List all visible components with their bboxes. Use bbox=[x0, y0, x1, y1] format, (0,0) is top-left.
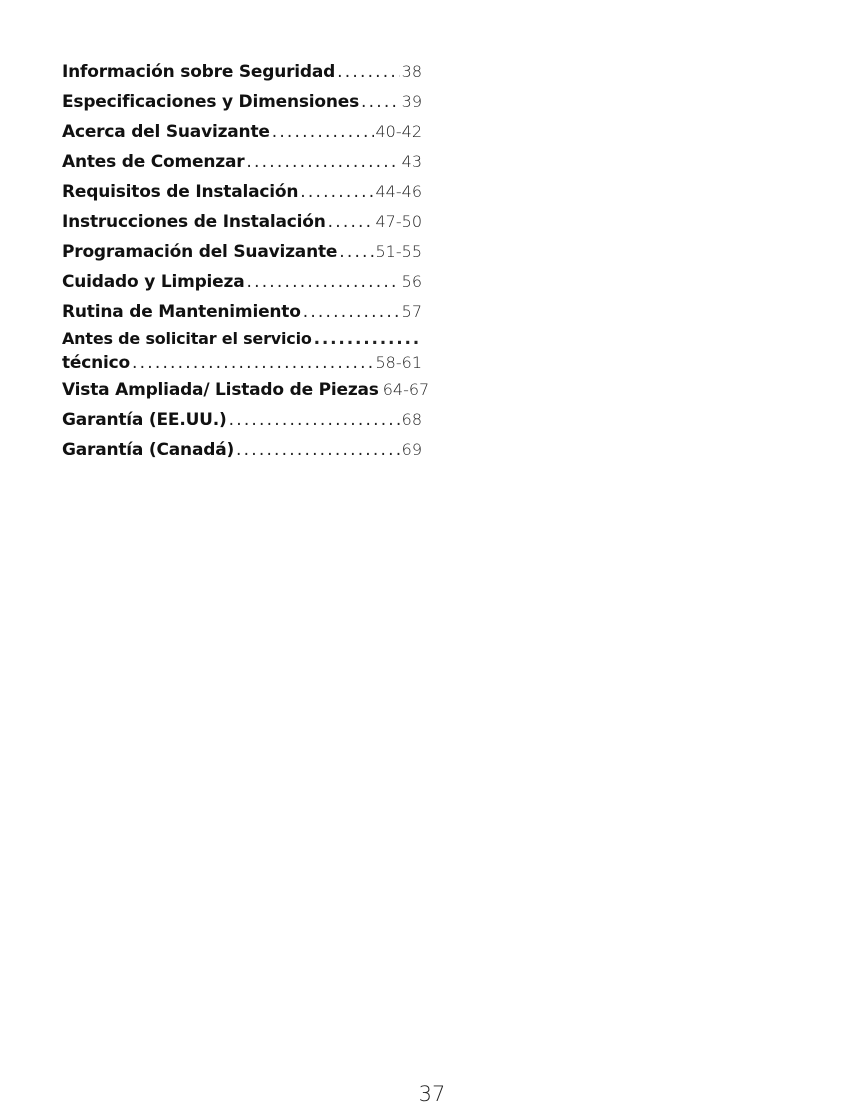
toc-entry-title: Antes de solicitar el servicio bbox=[62, 329, 312, 348]
toc-entry[interactable] bbox=[62, 87, 422, 117]
toc-entry-page: 39 bbox=[401, 92, 422, 111]
toc-entry-page: 64-67 bbox=[382, 380, 430, 399]
toc-entry-page: 40-42 bbox=[375, 122, 422, 141]
toc-entry[interactable] bbox=[62, 405, 422, 435]
dot-leader bbox=[328, 207, 374, 237]
toc-entry-page: 51-55 bbox=[375, 242, 422, 261]
toc-entry-title: técnico bbox=[62, 353, 131, 373]
dot-leader bbox=[246, 147, 399, 177]
dot-leader bbox=[339, 237, 373, 267]
dot-leader bbox=[361, 87, 400, 117]
toc-entry-title: Instrucciones de Instalación bbox=[62, 212, 326, 232]
dot-leader bbox=[229, 405, 400, 435]
toc-entry-title: Requisitos de Instalación bbox=[62, 182, 299, 202]
toc-entry-page: 47-50 bbox=[375, 212, 422, 231]
toc-entry-title: Información sobre Seguridad bbox=[62, 62, 336, 82]
toc-entry-title: Rutina de Mantenimiento bbox=[62, 302, 301, 322]
toc-entry-page: 69 bbox=[401, 440, 422, 459]
toc-entry-page: 57 bbox=[401, 302, 422, 321]
toc-entry[interactable] bbox=[62, 177, 422, 207]
toc-entry[interactable] bbox=[62, 207, 422, 237]
page-number: 37 bbox=[418, 1082, 446, 1106]
dot-leader bbox=[314, 327, 420, 351]
toc-entry[interactable] bbox=[62, 57, 422, 87]
toc-entry-title: Especificaciones y Dimensiones bbox=[62, 92, 360, 112]
dot-leader bbox=[246, 267, 399, 297]
toc-entry-line bbox=[62, 351, 422, 375]
toc-entry[interactable] bbox=[62, 147, 422, 177]
toc-entry-page: 44-46 bbox=[375, 182, 422, 201]
toc-entry-title: Cuidado y Limpieza bbox=[62, 272, 245, 292]
toc-entry[interactable] bbox=[62, 435, 422, 465]
toc-entry[interactable] bbox=[62, 267, 422, 297]
toc-entry[interactable] bbox=[62, 327, 422, 375]
toc-entry-line bbox=[62, 327, 422, 351]
table-of-contents bbox=[62, 57, 430, 465]
toc-entry[interactable] bbox=[62, 117, 422, 147]
toc-entry-page: 38 bbox=[401, 62, 422, 81]
dot-leader bbox=[236, 435, 400, 465]
toc-entry-title: Garantía (Canadá) bbox=[62, 440, 235, 460]
dot-leader bbox=[132, 351, 373, 375]
toc-entry-page: 58-61 bbox=[375, 353, 422, 372]
toc-entry-title: Programación del Suavizante bbox=[62, 242, 338, 262]
toc-entry[interactable] bbox=[62, 237, 422, 267]
toc-entry-title: Vista Ampliada/ Listado de Piezas bbox=[62, 380, 379, 400]
dot-leader bbox=[337, 57, 399, 87]
toc-entry-page: 56 bbox=[401, 272, 422, 291]
dot-leader bbox=[303, 297, 400, 327]
toc-entry-page: 68 bbox=[401, 410, 422, 429]
dot-leader bbox=[272, 117, 374, 147]
dot-leader bbox=[300, 177, 373, 207]
toc-entry-title: Acerca del Suavizante bbox=[62, 122, 270, 142]
toc-entry-title: Antes de Comenzar bbox=[62, 152, 245, 172]
toc-entry[interactable] bbox=[62, 297, 422, 327]
toc-entry[interactable] bbox=[62, 375, 430, 405]
toc-entry-page: 43 bbox=[401, 152, 422, 171]
toc-entry-title: Garantía (EE.UU.) bbox=[62, 410, 227, 430]
